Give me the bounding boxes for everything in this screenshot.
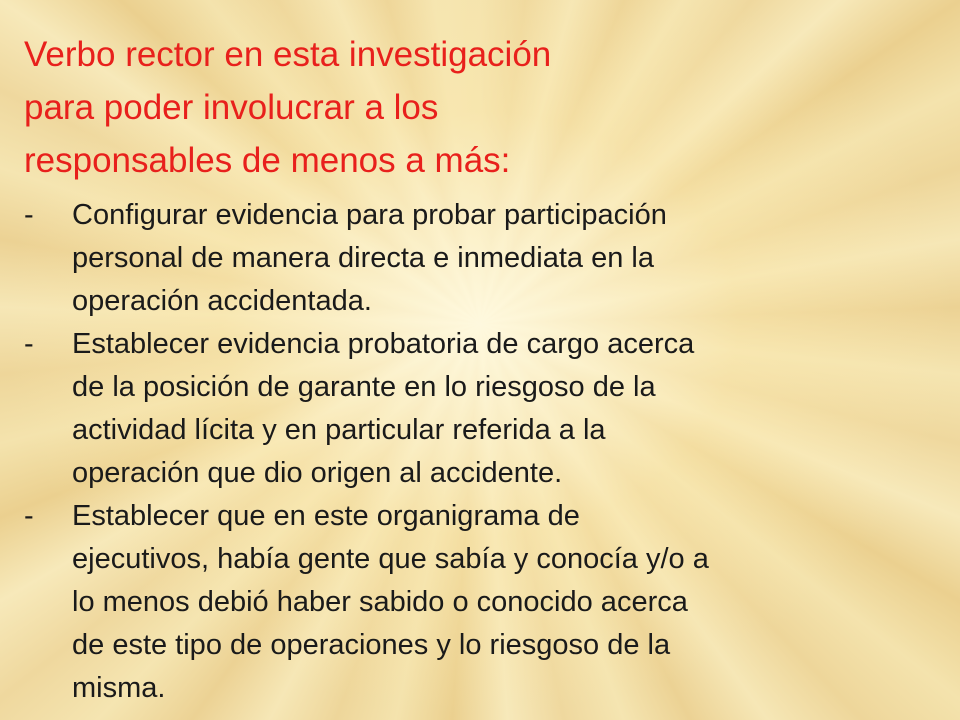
title-line: Verbo rector en esta investigación <box>24 35 552 74</box>
bullet-dash: - <box>24 500 34 532</box>
bullet-line: lo menos debió haber sabido o conocido acerca <box>72 586 688 618</box>
bullet-line: operación que dio origen al accidente. <box>72 457 563 489</box>
bullet-line: de la posición de garante en lo riesgoso de la <box>72 371 656 403</box>
bullet-line: actividad lícita y en particular referida a la <box>72 414 606 446</box>
bullet-line: personal de manera directa e inmediata en la <box>72 242 654 274</box>
bullet-line: ejecutivos, había gente que sabía y conocía y/o a <box>72 543 709 575</box>
bullet-line: misma. <box>72 672 166 704</box>
bullet-dash: - <box>24 328 34 360</box>
title-line: responsables de menos a más: <box>24 141 511 180</box>
bullet-list <box>24 194 924 710</box>
bullet-text <box>72 194 924 323</box>
title-line: para poder involucrar a los <box>24 88 439 127</box>
bullet-line: operación accidentada. <box>72 285 372 317</box>
slide-title <box>24 28 924 187</box>
bullet-line: Configurar evidencia para probar participación <box>72 199 667 231</box>
bullet-line: de este tipo de operaciones y lo riesgoso de la <box>72 629 671 661</box>
bullet-text <box>72 495 924 710</box>
bullet-item <box>24 194 924 323</box>
bullet-item <box>24 495 924 710</box>
bullet-dash: - <box>24 199 34 231</box>
bullet-line: Establecer que en este organigrama de <box>72 500 580 532</box>
bullet-line: Establecer evidencia probatoria de cargo acerca <box>72 328 695 360</box>
bullet-item <box>24 323 924 495</box>
bullet-text <box>72 323 924 495</box>
